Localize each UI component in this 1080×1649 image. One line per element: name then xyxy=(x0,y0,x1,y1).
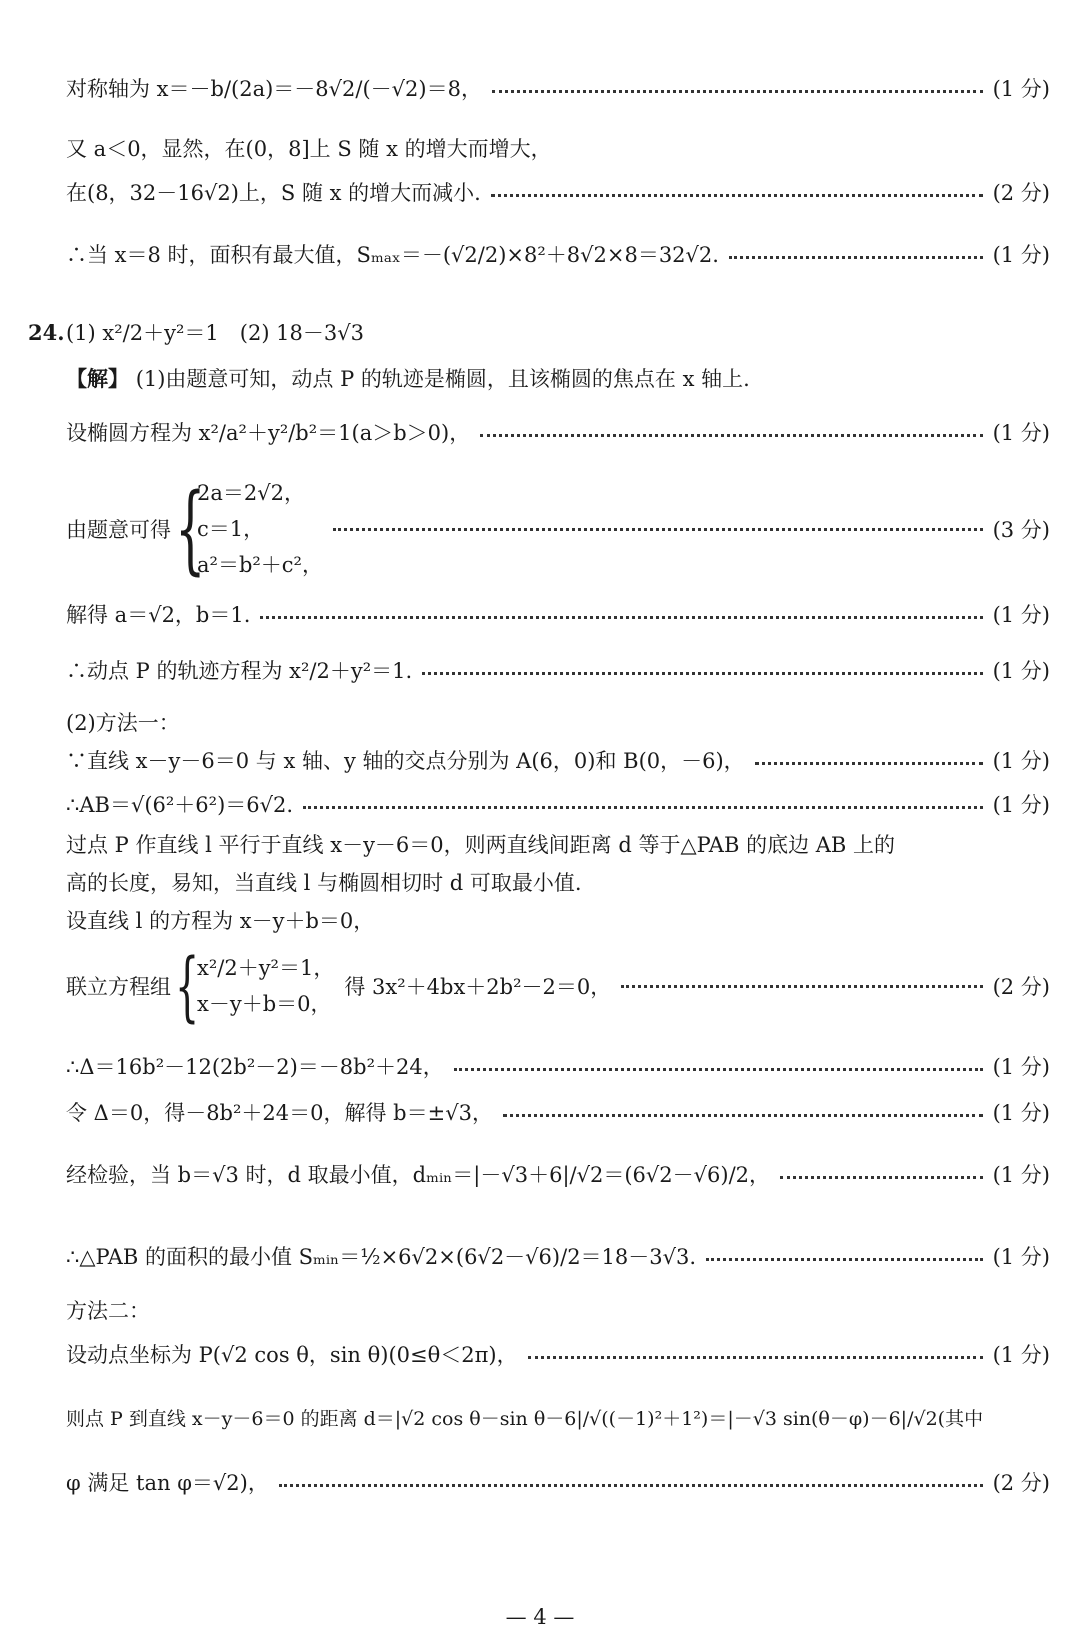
paragraph-line: 高的长度，易知，当直线 l 与椭圆相切时 d 可取最小值. xyxy=(66,871,582,895)
max-area-line: ∴当 x＝8 时，面积有最大值，Sₘₐₓ＝－(√2/2)×8²＋8√2×8＝32√2. (1 分) xyxy=(66,240,1050,270)
score-mark: (1 分) xyxy=(992,749,1050,773)
score-mark: (1 分) xyxy=(992,243,1050,267)
solve-b-line: 令 Δ＝0，得－8b²＋24＝0，解得 b＝±√3， (1 分) xyxy=(66,1098,1050,1128)
system-of-equations-1: 由题意可得 { 2a＝2√2， c＝1， a²＝b²＋c²， (3 分) xyxy=(66,473,1050,585)
system-of-equations-2: 联立方程组 { x²/2＋y²＝1， x－y＋b＝0， 得 3x²＋4bx＋2b²－2＝0， (2 分) xyxy=(66,941,1050,1030)
discriminant-line: ∴Δ＝16b²－12(2b²－2)＝－8b²＋24， (1 分) xyxy=(66,1052,1050,1082)
paragraph-line: 设直线 l 的方程为 x－y＋b＝0， xyxy=(66,909,375,933)
score-mark: (2 分) xyxy=(992,181,1050,205)
part2-heading: (2)方法一： xyxy=(66,711,180,735)
increasing-interval-line: 又 a＜0，显然，在(0，8]上 S 随 x 的增大而增大， xyxy=(66,137,552,161)
intersection-points-line: ∵直线 x－y－6＝0 与 x 轴、y 轴的交点分别为 A(6，0)和 B(0，－6)， (1 分) xyxy=(66,746,1050,776)
method2-heading: 方法二： xyxy=(66,1299,150,1323)
solution-intro: 【解】 (1)由题意可知，动点 P 的轨迹是椭圆，且该椭圆的焦点在 x 轴上. xyxy=(66,366,750,391)
parametric-point-line: 设动点坐标为 P(√2 cos θ，sin θ)(0≤θ＜2π)， (1 分) xyxy=(66,1340,1050,1370)
min-distance-line: 经检验，当 b＝√3 时，d 取最小值，dₘᵢₙ＝|－√3＋6|/√2＝(6√2－√6)/2， (1 分) xyxy=(66,1160,1050,1190)
ab-length-line: ∴AB＝√(6²＋6²)＝6√2. (1 分) xyxy=(66,790,1050,820)
paragraph-line: 过点 P 作直线 l 平行于直线 x－y－6＝0，则两直线间距离 d 等于△PAB 的底边 AB 上的 xyxy=(66,833,896,857)
score-mark: (1 分) xyxy=(992,1163,1050,1187)
score-mark: (1 分) xyxy=(992,603,1050,627)
ellipse-equation-line: 设椭圆方程为 x²/a²＋y²/b²＝1(a＞b＞0)， (1 分) xyxy=(66,418,1050,448)
score-mark: (1 分) xyxy=(992,793,1050,817)
trajectory-equation-line: ∴动点 P 的轨迹方程为 x²/2＋y²＝1. (1 分) xyxy=(66,656,1050,686)
score-mark: (1 分) xyxy=(992,1343,1050,1367)
score-mark: (1 分) xyxy=(992,421,1050,445)
score-mark: (1 分) xyxy=(992,77,1050,101)
solve-ab-line: 解得 a＝√2，b＝1. (1 分) xyxy=(66,600,1050,630)
score-mark: (3 分) xyxy=(992,518,1050,542)
score-mark: (1 分) xyxy=(992,1245,1050,1269)
distance-formula-line: 则点 P 到直线 x－y－6＝0 的距离 d＝|√2 cos θ－sin θ－6|/√((－1)²＋1²)＝|－√3 sin(θ－φ)－6|/√2(其中 xyxy=(66,1408,984,1430)
page-number: — 4 — xyxy=(505,1605,575,1629)
score-mark: (1 分) xyxy=(992,1101,1050,1125)
phi-condition-line: φ 满足 tan φ＝√2)， (2 分) xyxy=(66,1468,1050,1498)
score-mark: (1 分) xyxy=(992,659,1050,683)
min-area-line: ∴△PAB 的面积的最小值 Sₘᵢₙ＝½×6√2×(6√2－√6)/2＝18－3√3. (1 分) xyxy=(66,1242,1050,1272)
axis-of-symmetry-line: 对称轴为 x＝－b/(2a)＝－8√2/(－√2)＝8， (1 分) xyxy=(66,74,1050,104)
question-answer: (1) x²/2＋y²＝1 (2) 18－3√3 xyxy=(66,321,365,345)
score-mark: (1 分) xyxy=(992,1055,1050,1079)
brace-symbol: { xyxy=(175,473,206,585)
question-number: 24. xyxy=(28,320,65,345)
score-mark: (2 分) xyxy=(992,975,1050,999)
decreasing-interval-line: 在(8，32－16√2)上，S 随 x 的增大而减小. (2 分) xyxy=(66,178,1050,208)
solution-tag: 【解】 xyxy=(66,366,129,391)
score-mark: (2 分) xyxy=(992,1471,1050,1495)
brace-symbol: { xyxy=(175,941,200,1030)
